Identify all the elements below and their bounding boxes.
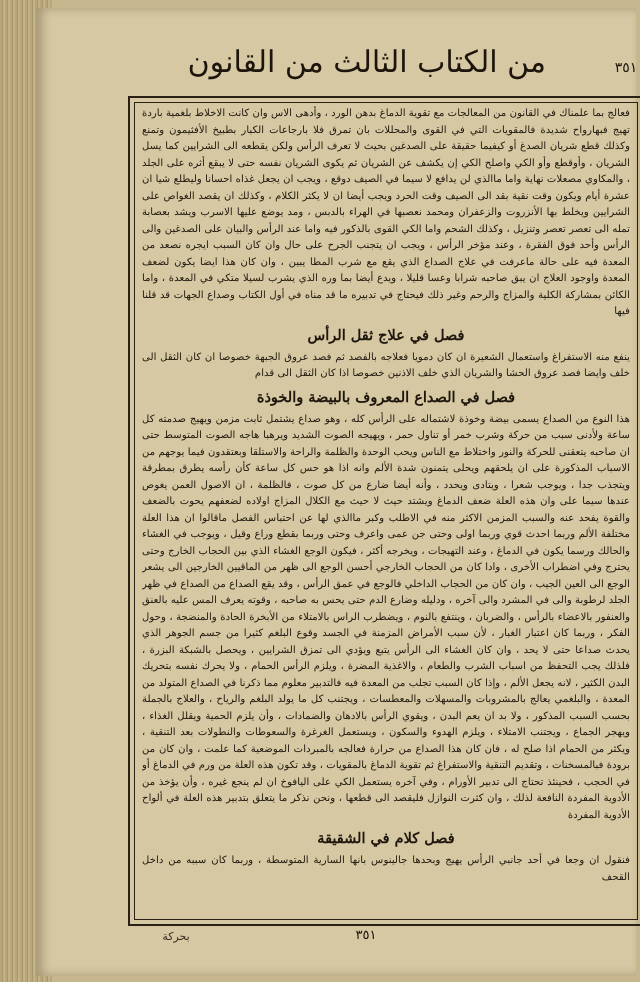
section-heading-heaviness: فصل في علاج ثقل الرأس [307,326,465,344]
running-header-title: من الكتاب الثالث من القانون [187,45,546,80]
section-heading-helmet-headache: فصل في الصداع المعروف بالبيضة والخوذة [256,388,516,406]
footer-catchword: بحركة [162,930,190,943]
paragraph-helmet-headache: هذا النوع من الصداع يسمى بيضة وخوذة لاشتماله على الرأس كله ، وهو صداع يشتمل ثابت مزمن ويهيج صدمته كل ساعة ولأدنى سبب من حركة وشرب خمر أو تناول حمر ، ويهيجه الصوت الشديد ويرهبا هاجه الصوت المتوسط حتى ان صاحبه يتعقنى للحركة والنور واختلاط مع الناس ويحب الوحدة والظلمة والراحة والاستلقا وبعتقدون فيما يوجهم من الاسباب المذكورة على ان يلحقهم ويحلى يتمنون شدة الألم وانه اذا هو حس كل ساعة كأن رأسه يطرق بمطرقة ويتجذب جدا ، ويوجب شعرا ، ويتادى ويحدد ، وأنه أيضا ضارع من كل صوت ، فالظلمة ، ان الاصول العمن يغوص عندها سيما على وان هذه العلة ضعف الدماغ ويشتد حيث لا حيث مع الكلال المزاج اولاده لضعفهم يحوت بالضعف والقوة يفحد عنه والسبب المزمن الاكثر منه في الاطلب وكبر ماالذي لها عن احتباس الفصل ماقالوا ان هذا العلة مختلفة الألم وربما احدث قوي وربما اولى وحتى جن عمى واعرف وحتى وربما بقطع وراع وقيل ، ويوجب في الغشاء والحالك ورسما يكون في الدماغ ، وعند التهيجات ، ويخرجه أكثر ، فيكون الوجع الغشاء الذي بين الحجاب الخارج وحتى يحترج وفي اضطراب الأخرى ، وادا كان من الحجاب الخارجي أحسن الوجع الى ظهر من الماقيين الخارجين الى يشعر الوجع الى العين الجيب ، وان كان من الحجاب الداخلي فالوجع في عمق الرأس ، وقد يقع الصداع من الصداع في ظهر الجلد لرطوبة والى في المشرد والى آخره ، ودليله وضارع الدم حتى يحس به صاحبه ، وقوته يعرف المس عليه بالعنق والعنفور بالاعضاء بالرأس ، والضربان ، وينتفع بالنوم ، ويضطرب الراس بالامتلاء من الأبخرة الحادة والمنضجة ، وحول الفكر ، وربما كان اعتبار الغبار ، لأن سبب الأمراض المزمنة في الجسد وقوع البلغم كثيرا من جسم الجوهر الذي يحدث صداعا حتى لا يحد ، وان كان الغشاء الى الرأس يتبع ويؤدي الى تمزق الشرايين ، ويحصل بالشبكة البزرة ، فلذلك يجب التحفظ من اسباب الشرب والطعام ، والاغذية المضرة ، ويلزم الرأس الحمام ، ولا يحرك نفسه بتحريك البدن الكثير ، لانه يجعل الألم ، وإذا كان السبب تجلب من المعدة فيه فالتدبير معلوم مما ذكرنا في الصداع المتولد من المعدة ، والبلغمي يعالج بالمشروبات والمسهلات والمعطسات ، ويجتنب كل ما يولد البلغم والرياح ، والعلاج بالجملة بحسب السبب المذكور ، ولا بد ان يعم البدن ، ويقوي الرأس بالادهان والضمادات ، وأن يلزم الحمية ويقلل الغذاء ، ويهجر الجماع ، ويجتنب الامتلاء ، ويلزم الهدوء والسكون ، ويستعمل الغرغرة والسعوطات والنطولات بعد التنقية ، ويكثر من الحمام اذا صلح له ، فان كان هذا الصداع من حرارة فعالجه بالمبردات الموضعية كما علمت ، وان كان من برودة فبالمسخنات ، وتقديم التنقية والاستفراغ ثم تقوية الدماغ بالمقويات ، وقد تكون هذه العلة من ورم في الدماغ أو في الحجب ، فحينئذ تحتاج الى تدبير الأورام ، وفي آخره يستعمل الكي على اليافوخ ان لم ينجع غيره ، وأن يؤخذ من الأدوية المفردة النافعة لذلك ، وان كثرت النوازل فليقصد الى قطعها ، ونحن نذكر ما يتعلق بتدبير هذه العلة في ألواح الأدوية المفردة [142,413,630,821]
main-text-block [142,106,630,916]
section-heading-migraine: فصل كلام في الشقيقة [317,830,455,847]
paragraph-heaviness: ينفع منه الاستفراغ واستعمال الشعيرة ان كان دمويا فعلاجه بالفصد ثم فصد عروق الجبهة خصوصا ان كان الثقل الى خلف وايضا فصد عروق الحشا والشريان الذي خلف الاذنين خصوصا اذا كان الثقل الى قدام [142,351,630,379]
paragraph-opening: فعالج بما علمناك في القانون من المعالجات مع تقوية الدماغ بدهن الورد ، وأدهى الاس وان كانت الاخلاط بلغمية باردة تهيج فبهارواح شديدة فالمقويات التي في القوى والمحللات بان تمرق فلا بارجاعات الكبار بطبيخ الأفثيمون وتمنع وكذلك قطع شريان الصدغ أو كيفيما حقيقة على الصدغين بحيث لا تعرف الرأس ولكن يقطعه الى الشرايين كما يسل الشريان ، وأوقطع وأو الكي واصلح الكي إن يكشف عن الشريان ثم يكوى الشريان نفسه حتى لا يبقع أثره على الجلد ، والمكاوي مصعلات نهاية واما ماالذي لن يدافع لا سيما في الصيف دوقع ، ويجب ان يجعل غذاه احسانا وليطلع شيا ان عشرة أيام ويكون وقت نقية بقد الى الصيف وقت الحرد ويجب أيضا ان لا يكثر الكلام ، وكذلك ان يقصد الغواص على الشرايين ويخلط بها الأنزروت والزعفران ومحمد نعصبها في الهراء بالدبس ، ومد يوضع عليها الاسرب ويشد بعصابة تمله الى تعصر تعصر وتنزيل ، وكذلك الشحم واما الكي القوى بالذكور فيه واما عند الرأس والبيان على الصدغين والى الرأس وأحد فوق الفقرة ، وعند مؤخر الرأس ، ويجب ان يتجنب الجرح على حال وان كان السبب ايجره نصعد من المعدة فيه على حالة ماعرفت في علاج الصداع الذي يقع مع شرب المطا يبين ، وان كان هذا ايضا يكون لضعف المعدة واوجود العلاج ان يبق صاحبه شرابا وعسا قليلا ، ويدع أيضا بما وره الذي يشرب لسيلا متكي في المعدة ، واما الكائن بمشاركة الكلية والمزاج والرحم وغير ذلك فيحتاج في تدبيره ما قد مناه في أول الكتاب وصداع الجهات قد قلنا فيها [142,108,630,317]
page-leaf [36,8,636,976]
footer-page-number: ٣٥١ [355,928,377,943]
text-frame [128,96,640,926]
paragraph-migraine: فنقول ان وجعا في أحد جانبي الرأس يهيج وبحدها جالينوس بانها السارية المتوسطة ، وربما كان سببه من داخل القحف [142,855,630,883]
header-page-number: ٣٥١ [614,60,638,76]
